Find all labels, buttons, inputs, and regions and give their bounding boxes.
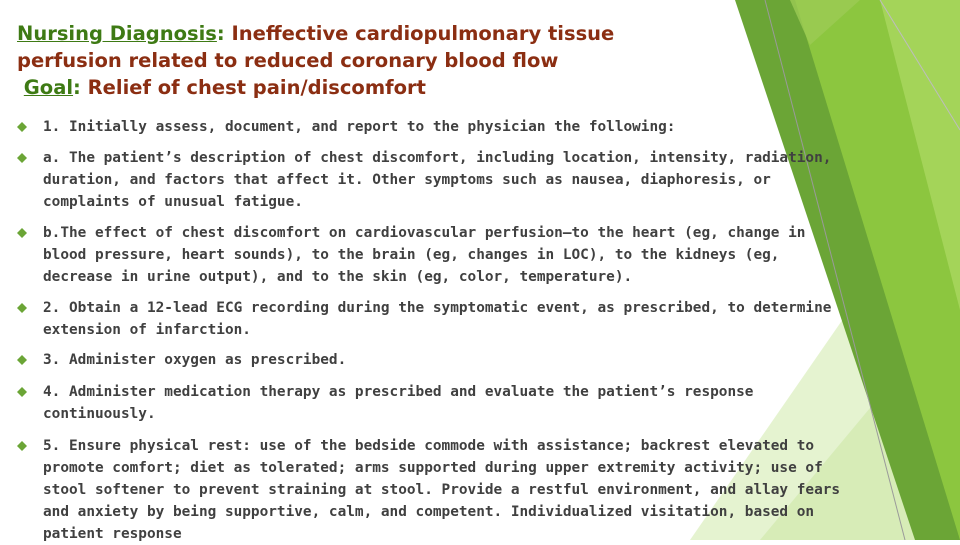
- diagnosis-text-2: perfusion related to reduced coronary blood flow: [17, 49, 559, 72]
- diamond-bullet-icon: [17, 303, 27, 313]
- diamond-bullet-icon: [17, 441, 27, 451]
- goal-label: Goal: [23, 76, 74, 99]
- goal-colon: :: [73, 76, 81, 99]
- list-item-text: 4. Administer medication therapy as prescribed and evaluate the patient’s response continuously.: [43, 384, 754, 422]
- goal-text: Relief of chest pain/discomfort: [80, 76, 426, 99]
- list-item: [43, 435, 843, 545]
- list-item: [43, 147, 843, 213]
- diamond-bullet-icon: [17, 355, 27, 365]
- nursing-diagnosis-label: Nursing Diagnosis: [17, 22, 217, 45]
- list-item: [43, 381, 843, 425]
- list-item-text: 2. Obtain a 12-lead ECG recording during the symptomatic event, as prescribed, to determine extension of infarction.: [43, 300, 832, 338]
- diagnosis-text-1: Ineffective cardiopulmonary tissue: [224, 22, 615, 45]
- diamond-bullet-icon: [17, 228, 27, 238]
- diamond-bullet-icon: [17, 153, 27, 163]
- diamond-bullet-icon: [17, 122, 27, 132]
- list-item: [43, 222, 843, 288]
- list-item: [43, 349, 843, 371]
- list-item-text: 1. Initially assess, document, and report to the physician the following:: [43, 119, 676, 135]
- list-item: [43, 116, 843, 138]
- list-item-text: a. The patient’s description of chest discomfort, including location, intensity, radiation, duration, and factors that affect it. Other symptoms such as nausea, diaphoresis, or complaints of unusual fatigue.: [43, 150, 832, 210]
- title-colon: :: [216, 22, 225, 45]
- list-item-text: 3. Administer oxygen as prescribed.: [43, 352, 347, 368]
- list-item: [43, 297, 843, 341]
- diamond-bullet-icon: [17, 387, 27, 397]
- list-item-text: 5. Ensure physical rest: use of the bedside commode with assistance; backrest elevated to promote comfort; diet as tolerated; arms supported during upper extremity activity; use of stool softener to prevent straining at stool. Provide a restful environment, and allay fears and anxiety by being supportive, calm, and competent. Individualized visitation, based on patient response: [43, 438, 841, 542]
- list-item-text: b.The effect of chest discomfort on cardiovascular perfusion—to the heart (eg, change in blood pressure, heart sounds), to the brain (eg, changes in LOC), to the kidneys (eg, decrease in urine output), and to the skin (eg, color, temperature).: [43, 225, 806, 285]
